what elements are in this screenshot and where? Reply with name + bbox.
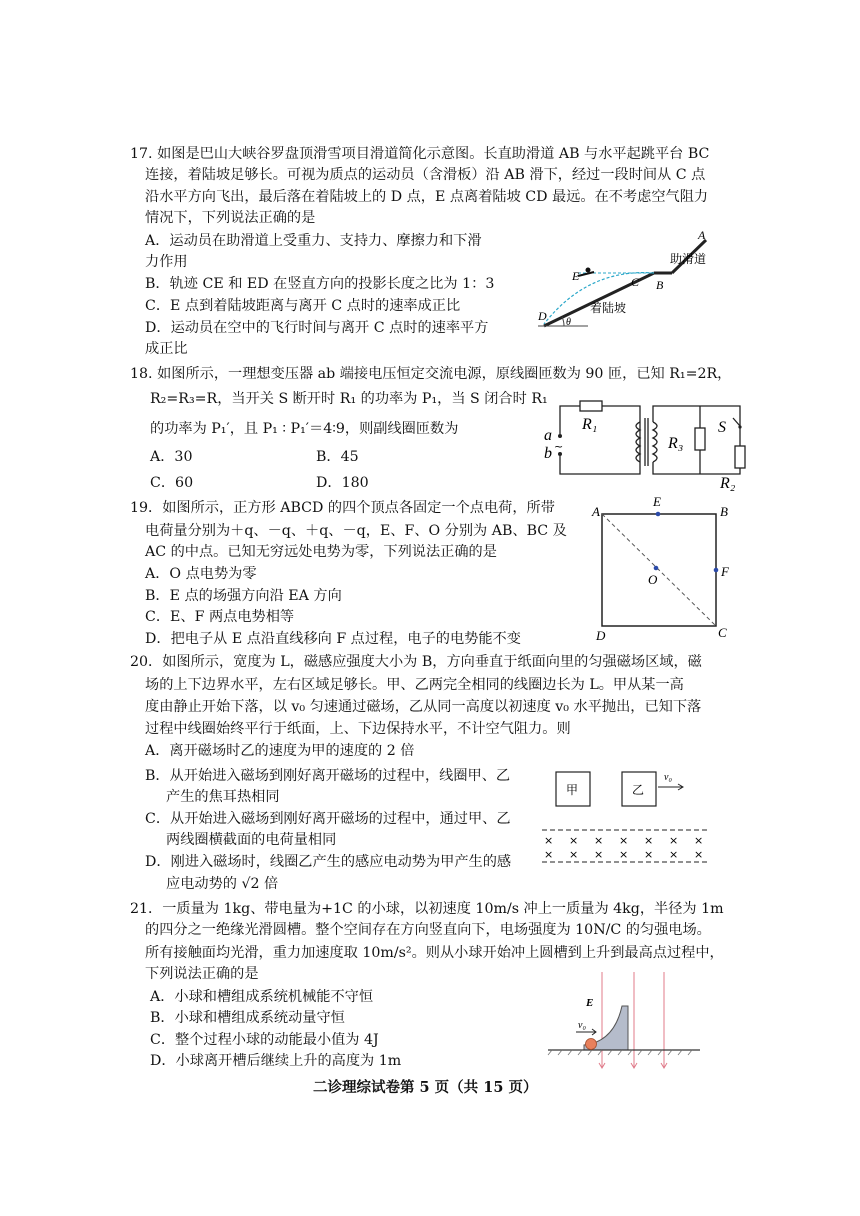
q17-label-theta: θ	[566, 317, 571, 328]
q17-line: 连接，着陆坡足够长。可视为质点的运动员（含滑板）沿 AB 滑下，经过一段时间从 C 点	[145, 167, 706, 183]
q17-line: 沿水平方向飞出，最后落在着陆坡上的 D 点，E 点离着陆坡 CD 最远。在不考虑空气阻力	[145, 189, 709, 205]
q20-line: 场的上下边界水平，左右区域足够长。甲、乙两完全相同的线圈边长为 L。甲从某一高	[145, 677, 684, 693]
q21-option-d: D．小球离开槽后继续上升的高度为 1m	[150, 1053, 402, 1069]
q20-option-b: B．从开始进入磁场到刚好离开磁场的过程中，线圈甲、乙	[145, 768, 511, 784]
q21-field-label: E	[586, 997, 594, 1009]
q20-line: 过程中线圈始终平行于纸面，上、下边保持水平，不计空气阻力。则	[145, 721, 571, 737]
q20-option-d: D．刚进入磁场时，线圈乙产生的感应电动势为甲产生的感	[145, 854, 512, 870]
q18-line: 的功率为 P₁′，且 P₁ ∶ P₁′＝4∶9，则副线圈匝数为	[150, 421, 459, 437]
magnetic-field-mark: ×	[594, 848, 604, 861]
q21-line: 的四分之一绝缘光滑圆槽。整个空间存在方向竖直向下，电场强度为 10N/C 的匀强电场。	[145, 922, 711, 938]
q18-label-r1: R₁	[582, 416, 598, 433]
q20-option-d-cont: 应电动势的 √2 倍	[166, 876, 279, 892]
q18-option-b: B．45	[316, 449, 359, 465]
q17-option-a: A．运动员在助滑道上受重力、支持力、摩擦力和下滑	[145, 233, 482, 249]
q20-option-b-cont: 产生的焦耳热相同	[166, 789, 280, 805]
q17-label-A: A	[698, 228, 706, 242]
magnetic-field-mark: ×	[619, 834, 629, 847]
q18-ac-symbol: ~	[554, 440, 564, 453]
q18-terminal-b: b	[544, 445, 552, 462]
q20-line: 度由静止开始下落，以 v₀ 匀速通过磁场，乙从同一高度以初速度 v₀ 水平抛出，已知下落	[145, 699, 702, 715]
q17-ski-slope-figure	[528, 228, 728, 334]
q21-line: 所有接触面均光滑，重力加速度取 10m/s²。则从小球开始冲上圆槽到上升到最高点过程中，	[145, 945, 724, 961]
q17-label-D: D	[538, 309, 547, 323]
q19-label-F: F	[721, 564, 729, 579]
q18-label-s: S	[718, 419, 726, 436]
q18-line: R₂=R₃=R，当开关 S 断开时 R₁ 的功率为 P₁，当 S 闭合时 R₁	[150, 391, 548, 407]
q18-line: 18. 如图所示，一理想变压器 ab 端接电压恒定交流电源，原线圈匝数为 90 匝，已知 R₁=2R，	[130, 366, 732, 382]
q21-option-b: B．小球和槽组成系统动量守恒	[150, 1010, 345, 1026]
q17-line: 情况下，下列说法正确的是	[145, 210, 316, 226]
q19-option-d: D．把电子从 E 点沿直线移向 F 点过程，电子的电势能不变	[145, 631, 521, 647]
q21-option-c: C．整个过程小球的动能最小值为 4J	[150, 1032, 379, 1048]
q19-label-B: B	[720, 504, 728, 519]
magnetic-field-mark: ×	[569, 834, 579, 847]
q21-option-a: A．小球和槽组成系统机械能不守恒	[150, 989, 374, 1005]
q19-label-D: D	[596, 628, 606, 643]
q21-velocity-label: v₀	[578, 1020, 586, 1031]
magnetic-field-mark: ×	[619, 848, 629, 861]
magnetic-field-mark: ×	[544, 848, 554, 861]
q17-option-c: C．E 点到着陆坡距离与离开 C 点时的速率成正比	[145, 298, 461, 314]
q20-magnetic-field-figure	[538, 762, 714, 866]
q19-line: AC 的中点。已知无穷远处电势为零，下列说法正确的是	[145, 544, 497, 560]
q20-coil-a-label: 甲	[566, 783, 579, 797]
q17-option-b: B．轨迹 CE 和 ED 在竖直方向的投影长度之比为 1：3	[145, 276, 495, 292]
q19-line: 19．如图所示，正方形 ABCD 的四个顶点各固定一个点电荷，所带	[130, 500, 555, 516]
q19-option-a: A．O 点电势为零	[145, 566, 257, 582]
q17-option-d: D．运动员在空中的飞行时间与离开 C 点时的速率平方	[145, 320, 489, 336]
q17-label-landing: 着陆坡	[590, 301, 627, 315]
q17-option-a-cont: 力作用	[145, 254, 188, 270]
magnetic-field-mark: ×	[644, 848, 654, 861]
magnetic-field-mark: ×	[569, 848, 579, 861]
q17-label-C: C	[631, 275, 640, 289]
q21-groove-field-figure	[544, 970, 704, 1072]
q20-option-c: C．从开始进入磁场到刚好离开磁场的过程中，通过甲、乙	[145, 811, 511, 827]
q18-option-c: C．60	[150, 475, 194, 491]
q19-label-O: O	[648, 572, 658, 587]
q20-line: 20．如图所示，宽度为 L，磁感应强度大小为 B，方向垂直于纸面向里的匀强磁场区域，磁	[130, 654, 702, 670]
magnetic-field-mark: ×	[669, 848, 679, 861]
q19-line: 电荷量分别为＋q、－q、＋q、－q，E、F、O 分别为 AB、BC 及	[145, 523, 567, 539]
q18-option-a: A．30	[150, 449, 193, 465]
magnetic-field-mark: ×	[544, 834, 554, 847]
q18-terminal-a: a	[544, 427, 552, 444]
page-footer: 二诊理综试卷第 5 页（共 15 页）	[313, 1079, 538, 1096]
q20-option-a: A．离开磁场时乙的速度为甲的速度的 2 倍	[145, 743, 415, 759]
q19-option-b: B．E 点的场强方向沿 EA 方向	[145, 588, 342, 604]
q18-label-r3: R₃	[668, 435, 684, 452]
q18-transformer-circuit	[540, 396, 750, 496]
q17-option-d-cont: 成正比	[145, 341, 188, 357]
magnetic-field-mark: ×	[694, 834, 704, 847]
magnetic-field-mark: ×	[669, 834, 679, 847]
q17-label-run: 助滑道	[670, 252, 707, 266]
q19-label-A: A	[592, 504, 600, 519]
q17-line: 17. 如图是巴山大峡谷罗盘顶滑雪项目滑道简化示意图。长直助滑道 AB 与水平起跳平台 BC	[130, 146, 710, 162]
q20-velocity-label: v₀	[664, 772, 672, 783]
q18-label-r2: R₂	[720, 475, 736, 492]
magnetic-field-mark: ×	[694, 848, 704, 861]
q17-label-B: B	[656, 278, 664, 292]
q18-option-d: D．180	[316, 475, 369, 491]
magnetic-field-mark: ×	[594, 834, 604, 847]
magnetic-field-mark: ×	[644, 834, 654, 847]
q17-label-E: E	[572, 269, 580, 283]
q19-square-charges-figure	[588, 494, 738, 646]
q19-label-E: E	[653, 494, 661, 509]
q19-option-c: C．E、F 两点电势相等	[145, 609, 295, 625]
q19-label-C: C	[718, 625, 727, 640]
q20-coil-b-label: 乙	[632, 783, 645, 797]
q21-line: 下列说法正确的是	[145, 966, 259, 982]
q20-option-c-cont: 两线圈横截面的电荷量相同	[166, 832, 337, 848]
q21-line: 21．一质量为 1kg、带电量为+1C 的小球，以初速度 10m/s 冲上一质量为 4kg，半径为 1m	[130, 901, 724, 917]
